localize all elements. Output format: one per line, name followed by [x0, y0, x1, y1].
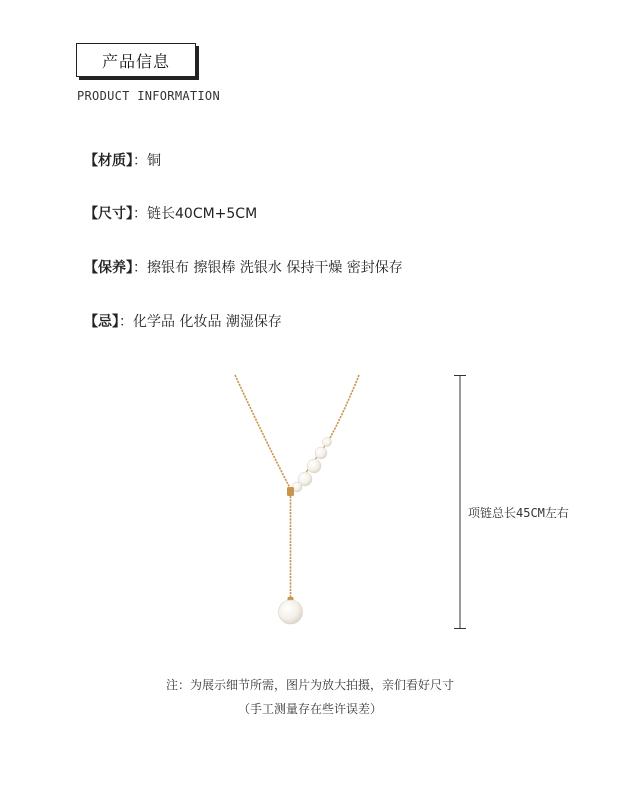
spec-value: 化学品 化妆品 潮湿保存 [133, 314, 282, 330]
spec-size [84, 203, 257, 223]
pearl-icon [323, 438, 332, 447]
spec-separator: ： [133, 153, 147, 169]
spec-avoid [84, 311, 282, 331]
note-line-1: 注：为展示细节所需，图片为放大拍摄，亲们看好尺寸 [165, 678, 454, 692]
pearl-icon [315, 447, 327, 459]
spec-separator: ： [119, 314, 133, 330]
spec-separator: ： [133, 260, 147, 276]
spec-care [84, 257, 403, 277]
spec-key: 【忌】 [84, 314, 119, 330]
section-title-box [76, 43, 196, 77]
note-line-2: （手工测量存在些许误差） [237, 702, 382, 716]
spec-value: 擦银布 擦银棒 洗银水 保持干燥 密封保存 [147, 260, 403, 276]
drop-pearl-icon [279, 600, 303, 624]
necklace-image [225, 370, 375, 635]
spec-key: 【保养】 [84, 260, 133, 276]
spec-value: 链长40CM+5CM [147, 206, 258, 222]
section-subtitle: PRODUCT INFORMATION [77, 89, 220, 103]
spec-separator: ： [133, 206, 147, 222]
spec-value: 铜 [147, 153, 161, 169]
length-measure-bar [450, 375, 470, 629]
chain-right [329, 375, 359, 440]
chain-left [235, 375, 291, 490]
clasp-icon [287, 487, 294, 496]
section-title: 产品信息 [101, 51, 170, 71]
spec-key: 【材质】 [84, 153, 133, 169]
length-measure-label: 项链总长45CM左右 [468, 506, 569, 520]
spec-key: 【尺寸】 [84, 206, 133, 222]
pearl-icon [307, 459, 321, 473]
spec-material [84, 150, 161, 170]
